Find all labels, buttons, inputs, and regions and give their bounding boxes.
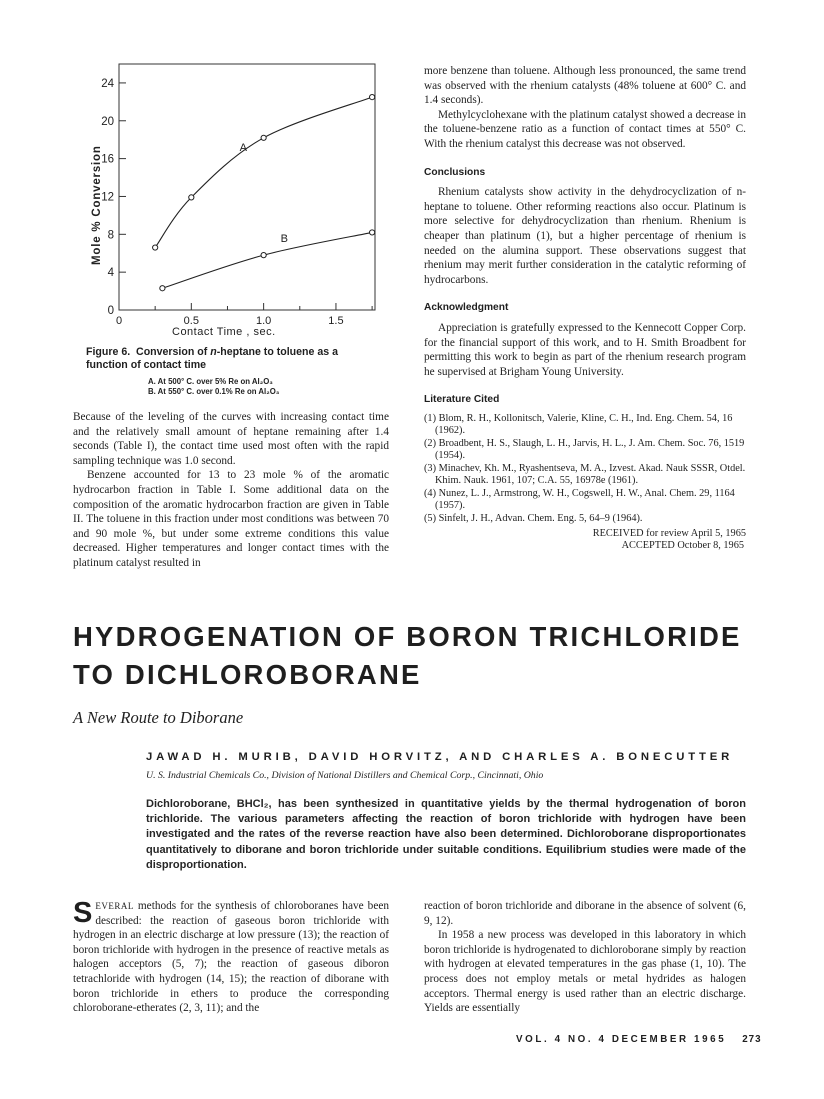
chart-axes bbox=[119, 64, 375, 310]
series-label: B bbox=[280, 233, 288, 246]
paragraph: Methylcyclohexane with the platinum catalyst showed a decrease in the toluene-benzene ratio as a function of contact times at 550° C. With the rhenium catalyst this decrease was not observed. bbox=[424, 108, 746, 150]
article-abstract: Dichloroborane, BHCl₂, has been synthesized in quantitative yields by the thermal hydrogenation of boron trichloride. The various parameters affecting the reaction of boron trichloride with hydrogen have been investigated and the rates of the reverse reaction have also been determined. Dichloroborane disproportionates quantitatively to diborane and boron trichloride under suitable conditions. Equilibrium studies were made of the disproportionation. bbox=[146, 798, 746, 871]
x-tick-label: 0.5 bbox=[183, 315, 199, 327]
data-point bbox=[153, 245, 158, 250]
paragraph: Benzene accounted for 13 to 23 mole % of the aromatic hydrocarbon fraction in Table I. Some additional data on the composition of the aromatic hydrocarbon fraction are given in Table II. The toluene in this fraction under most conditions was between 70 and 90 mole %, but under some extreme conditions this value decreased. Higher temperatures and longer contact times with the platinum catalyst resulted in bbox=[73, 469, 389, 569]
received-date: RECEIVED for review April 5, 1965 bbox=[592, 527, 746, 539]
data-point bbox=[370, 95, 375, 100]
x-tick-label: 0 bbox=[115, 315, 123, 327]
reference-item: (4) Nunez, L. J., Armstrong, W. H., Cogswell, H. W., Anal. Chem. 29, 1164 (1957). bbox=[424, 487, 735, 511]
conversion-chart bbox=[88, 60, 378, 330]
journal-info: VOL. 4 NO. 4 DECEMBER 1965 bbox=[516, 1034, 727, 1045]
reference-list bbox=[424, 413, 746, 525]
plot-frame bbox=[119, 64, 375, 310]
series-label: A bbox=[239, 141, 247, 154]
figure-caption-text: Conversion of n-heptane to toluene as a function of contact time bbox=[86, 346, 338, 371]
figure-caption bbox=[86, 346, 376, 372]
page-number: 273 bbox=[742, 1034, 762, 1045]
paragraph: Because of the leveling of the curves with increasing contact time and the relatively small amount of heptane remaining after 1.4 seconds (Table I), the contact time used most often with the rapid sampling technique was 1.0 second. bbox=[73, 411, 389, 467]
paragraph: In 1958 a new process was developed in this laboratory in which boron trichloride is hydrogenated to dichloroborane simply by reaction with hydrogen at elevated temperatures in the gas phase (1, 10). The process does not employ metals or metal hydrides as halogen acceptors. Thermal energy is used rather than an electric discharge. Yields are essentially bbox=[424, 929, 746, 1015]
data-point bbox=[370, 230, 375, 235]
x-axis-label: Contact Time , sec. bbox=[172, 326, 276, 338]
section-heading: Acknowledgment bbox=[424, 302, 509, 314]
chart-series bbox=[153, 95, 375, 291]
data-point bbox=[261, 135, 266, 140]
accepted-date: ACCEPTED October 8, 1965 bbox=[621, 539, 744, 551]
y-tick-label: 0 bbox=[107, 305, 114, 317]
data-point bbox=[189, 195, 194, 200]
drop-cap: S bbox=[73, 897, 93, 929]
paragraph: reaction of boron trichloride and diborane in the absence of solvent (6, 9, 12). bbox=[424, 900, 746, 927]
data-point bbox=[261, 253, 266, 258]
section-heading: Conclusions bbox=[424, 166, 486, 178]
paragraph: Appreciation is gratefully expressed to the Kennecott Copper Corp. for the financial support of this work, and to H. Smith Broadbent for permitting this work to begin as part of the rhenium research program he supervised at Brigham Young University. bbox=[424, 321, 746, 378]
y-tick-label: 24 bbox=[101, 77, 114, 90]
legend-b: B. At 550° C. over 0.1% Re on Al₂O₃ bbox=[148, 387, 280, 396]
reference-item: (3) Minachev, Kh. M., Ryashentseva, M. A., Izvest. Akad. Nauk SSSR, Otdel. Khim. Nauk. 1961, 107; C.A. 55, 16978e (1961). bbox=[424, 462, 746, 486]
series-line-b bbox=[162, 232, 372, 288]
y-tick-label: 16 bbox=[101, 153, 114, 166]
y-tick-label: 8 bbox=[107, 229, 114, 242]
article-subtitle: A New Route to Diborane bbox=[73, 708, 244, 727]
article-body-right bbox=[424, 899, 746, 1016]
paragraph: Rhenium catalysts show activity in the dehydrocyclization of n-heptane to toluene. Other reforming reactions also occur. Platinum is more selective for dehydrocyclization than rhenium. Rhenium is cheaper than platinum (1), but a higher percentage of rhenium is needed on the alumina support. These observations suggest that rhenium may merit further consideration in the catalytic reforming of hydrocarbons. bbox=[424, 186, 746, 286]
reference-item: (1) Blom, R. H., Kollonitsch, Valerie, Kline, C. H., Ind. Eng. Chem. 54, 16 (1962). bbox=[424, 412, 733, 436]
section-heading: Literature Cited bbox=[424, 394, 500, 406]
y-tick-label: 20 bbox=[101, 115, 114, 128]
left-column-text bbox=[73, 410, 389, 571]
series-line-a bbox=[155, 97, 372, 247]
page-footer bbox=[516, 1034, 762, 1045]
legend-a: A. At 500° C. over 5% Re on Al₂O₃ bbox=[148, 377, 273, 386]
x-tick-label: 1.0 bbox=[255, 315, 272, 327]
article-body-left: SEVERAL methods for the synthesis of chloroboranes have been described: the reaction of gaseous boron trichloride with hydrogen in an electric discharge at low pressure (13); the reaction of boron trichloride with hydrogen in the presence of reactive metals as halogen acceptors (5, 7); the reaction of gaseous diboron tetrachloride with hydrogen (14, 15); the reaction of diborane with boron trichloride in ethers to produce the corresponding chloroborane-etherates (2, 3, 11); and the bbox=[73, 897, 389, 1015]
figure-caption-label: Figure 6. bbox=[86, 346, 131, 358]
article-authors: JAWAD H. MURIB, DAVID HORVITZ, AND CHARLES A. BONECUTTER bbox=[146, 751, 734, 763]
figure-legend bbox=[148, 377, 279, 397]
article-title: HYDROGENATION OF BORON TRICHLORIDE TO DICHLOROBORANE bbox=[73, 621, 742, 690]
right-column-text bbox=[424, 64, 746, 552]
y-axis-label: Mole % Conversion bbox=[91, 145, 103, 265]
data-point bbox=[160, 286, 165, 291]
paragraph: more benzene than toluene. Although less pronounced, the same trend was observed with the rhenium catalysts (48% toluene at 600° C. and 1.4 seconds). bbox=[424, 65, 746, 107]
chart-ticks bbox=[101, 78, 372, 327]
reference-item: (5) Sinfelt, J. H., Advan. Chem. Eng. 5, 64–9 (1964). bbox=[424, 512, 643, 524]
article-affiliation: U. S. Industrial Chemicals Co., Division of National Distillers and Chemical Corp., Cincinnati, Ohio bbox=[146, 770, 544, 781]
reference-item: (2) Broadbent, H. S., Slaugh, L. H., Jarvis, H. L., J. Am. Chem. Soc. 76, 1519 (1954). bbox=[424, 437, 745, 461]
x-tick-label: 1.5 bbox=[328, 315, 344, 327]
y-tick-label: 4 bbox=[107, 267, 114, 280]
y-tick-label: 12 bbox=[101, 191, 114, 204]
